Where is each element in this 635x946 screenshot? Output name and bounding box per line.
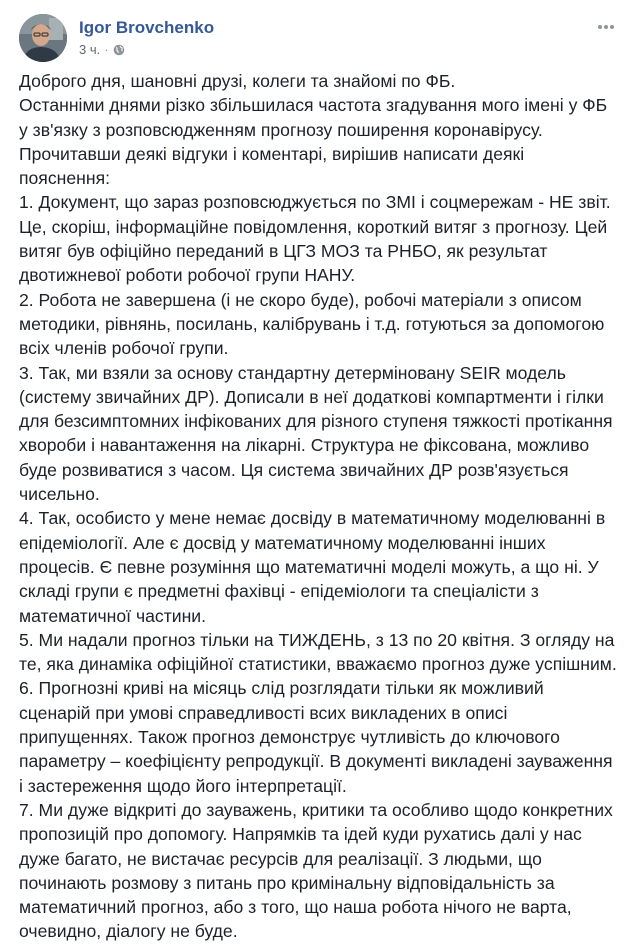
- post-timestamp[interactable]: 3 ч.: [79, 42, 101, 57]
- post-paragraph-greeting: Доброго дня, шановні друзі, колеги та знайомі по ФБ.: [19, 71, 456, 91]
- author-avatar[interactable]: [19, 14, 67, 62]
- author-name[interactable]: Igor Brovchenko: [79, 18, 215, 37]
- post-paragraph-point-5: 5. Ми надали прогноз тільки на ТИЖДЕНЬ, з 13 по 20 квітня. З огляду на те, яка динаміка офіційної статистики, вважаємо прогноз дуже успішним.: [19, 629, 617, 675]
- post-paragraph-point-7: 7. Ми дуже відкриті до зауважень, критики та особливо щодо конкретних пропозицій про допомогу. Напрямків та ідей куди рухатись далі у нас дуже багато, не вистачає ресурсів для реалізації. З людьми, що починають розмову з питань про кримінальну відповідальність за математичний прогноз, або з того, що наша робота нічого не варта, очевидно, діалогу не буде.: [19, 799, 613, 942]
- avatar-photo: [19, 14, 67, 62]
- post-paragraph-point-6: 6. Прогнозні криві на місяць слід розглядати тільки як можливий сценарій при умові справедливості всих викладених в описі припущеннях. Також прогноз демонструє чутливість до ключового параметру – коефіцієнту репродукції. В документі викладені зауваження і застереження щодо його інтерпретації.: [19, 678, 613, 796]
- post-paragraph-intro: Прочитавши деякі відгуки і коментарі, вирішив написати деякі пояснення:: [19, 143, 525, 189]
- globe-icon[interactable]: [113, 44, 125, 56]
- post-text: [19, 69, 619, 944]
- post-paragraph-point-1: 1. Документ, що зараз розповсюджується по ЗМІ і соцмережам - НЕ звіт. Це, скоріш, інформаційне повідомлення, короткий витяг з прогнозу. Цей витяг був офіційно переданий в ЦГЗ МОЗ та РНБО, як результат двотижневої роботи робочої групи НАНУ.: [19, 192, 611, 286]
- post-paragraph-point-4: 4. Так, особисто у мене немає досвіду в математичному моделюванні в епідеміології. Але є досвід у математичному моделюванні інших процесів. Є певне розуміння що математичні моделі можуть, а що ні. У складі групи є предметні фахівці - епідеміологи та спеціалісти з математичної частини.: [19, 508, 606, 626]
- post-meta: [79, 42, 125, 57]
- meta-separator: ·: [104, 42, 109, 57]
- post-paragraph-point-2: 2. Робота не завершена (і не скоро буде), робочі матеріали з описом методики, рівнянь, посилань, калібрувань і т.д. готуються за допомогою всіх членів робочої групи.: [19, 289, 605, 359]
- post-paragraph-point-3: 3. Так, ми взяли за основу стандартну детерміновану SEIR модель (систему звичайних ДР). Дописали в неї додаткові компартменти і гілки для безсимптомних інфікованих для різного ступеня тяжкості протікання хвороби і навантаження на лікарні. Структура не фіксована, можливо буде розвиватися з часом. Ця система звичайних ДР розв'язується чисельно.: [19, 362, 613, 505]
- more-options-icon[interactable]: [595, 18, 617, 36]
- post-paragraph-context: Останніми днями різко збільшилася частота згадування мого імені у ФБ у зв'язку з розповсюдженням прогнозу поширення коронавірусу.: [19, 95, 608, 140]
